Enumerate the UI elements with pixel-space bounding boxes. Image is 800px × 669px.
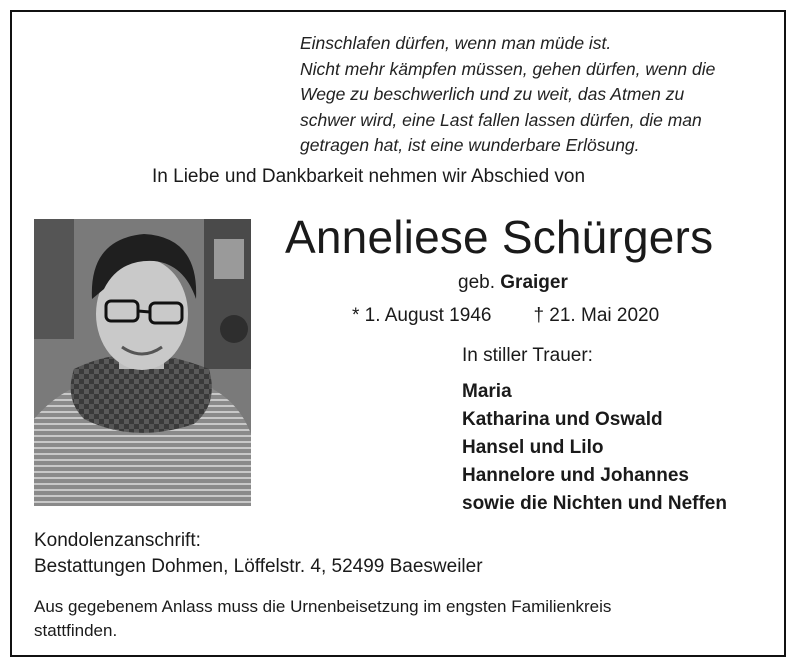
birth-date: * 1. August 1946 [352,305,492,326]
burial-notice [34,595,754,643]
mourners-label: In stiller Trauer: [462,345,593,366]
quote-line: Wege zu beschwerlich und zu weit, das Atmen zu [300,84,685,104]
poem-quote [300,31,780,159]
farewell-intro: In Liebe und Dankbarkeit nehmen wir Abschied von [152,166,586,187]
mourner-entry: sowie die Nichten und Neffen [462,493,727,514]
maiden-name [458,272,568,294]
condolence-label: Kondolenzanschrift: [34,530,201,551]
deceased-name: Anneliese Schürgers [285,211,714,263]
quote-line: Nicht mehr kämpfen müssen, gehen dürfen, wenn die [300,58,716,79]
notice-line: Aus gegebenem Anlass muss die Urnenbeisetzung im engsten Familienkreis [34,597,612,616]
mourners-list [462,378,727,518]
notice-line: stattfinden. [34,621,118,640]
mourner-entry: Hansel und Lilo [462,437,604,458]
condolence-address: Bestattungen Dohmen, Löffelstr. 4, 52499 Baesweiler [34,556,483,577]
portrait-illustration [34,219,251,506]
quote-line: schwer wird, eine Last fallen lassen dürfen, die man [300,109,702,130]
mourner-entry: Katharina und Oswald [462,409,663,430]
life-dates [352,305,659,327]
portrait-photo [34,219,251,506]
mourner-entry: Maria [462,381,512,402]
quote-line: Einschlafen dürfen, wenn man müde ist. [300,33,612,53]
mourner-entry: Hannelore und Johannes [462,465,689,486]
death-date: † 21. Mai 2020 [533,305,660,326]
quote-line: getragen hat, ist eine wunderbare Erlösung. [300,135,640,155]
maiden-name-value: Graiger [500,272,568,293]
maiden-name-prefix: geb. [458,272,495,293]
